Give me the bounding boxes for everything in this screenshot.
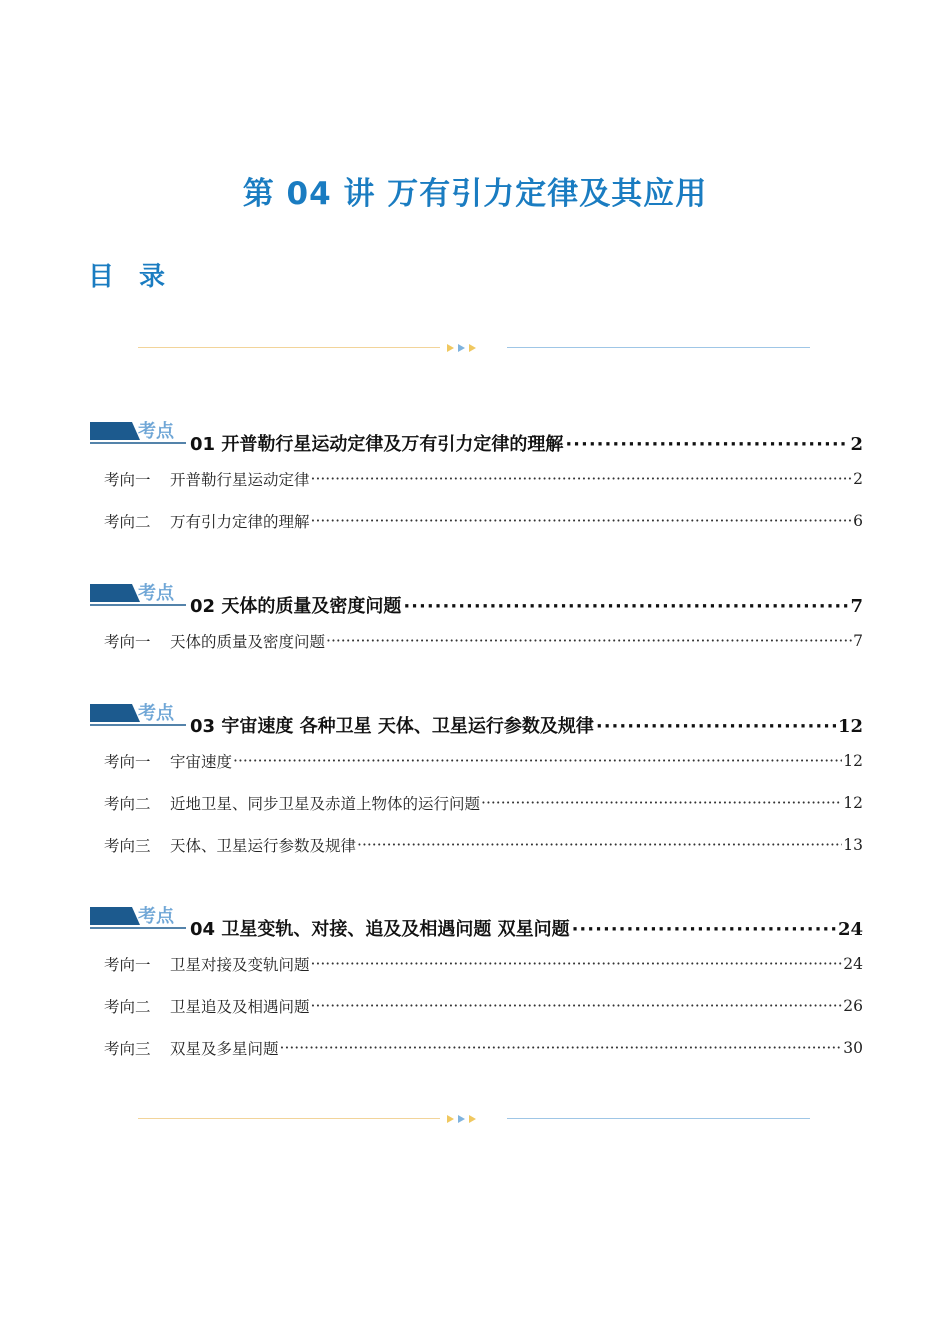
toc-section-3 — [90, 700, 863, 866]
section-link[interactable] — [190, 915, 863, 941]
kaodian-badge — [90, 580, 186, 610]
toc-entry[interactable]: 考向一 天体的质量及密度问题 ····· 7 — [104, 620, 863, 662]
section-label: 04 卫星变轨、对接、追及及相遇问题 双星问题 — [190, 919, 570, 940]
section-label: 03 宇宙速度 各种卫星 天体、卫星运行参数及规律 — [190, 716, 594, 737]
toc-entry[interactable]: 考向二 万有引力定律的理解 ····· 6 — [104, 500, 863, 542]
toc-entry[interactable]: 考向二 卫星追及及相遇问题 ····· 26 — [104, 985, 863, 1027]
top-divider — [138, 342, 810, 354]
section-link[interactable] — [190, 430, 863, 456]
kaodian-badge — [90, 903, 186, 933]
toc-section-1 — [90, 418, 863, 542]
badge-text: 考点 — [138, 421, 174, 442]
toc-entry[interactable]: 考向二 近地卫星、同步卫星及赤道上物体的运行问题 ····· 12 — [104, 782, 863, 824]
toc-entry[interactable]: 考向一 卫星对接及变轨问题 ····· 24 — [104, 943, 863, 985]
badge-text: 考点 — [138, 906, 174, 927]
toc-entry[interactable]: 考向三 双星及多星问题 ····· 30 — [104, 1027, 863, 1069]
section-page: 7 — [850, 596, 863, 617]
section-page: 24 — [837, 919, 863, 940]
toc-section-4 — [90, 903, 863, 1069]
page-title: 第 04 讲 万有引力定律及其应用 — [242, 176, 708, 212]
triple-arrow-icon — [445, 342, 485, 354]
toc-entry[interactable]: 考向三 天体、卫星运行参数及规律 ····· 13 — [104, 824, 863, 866]
section-link[interactable] — [190, 592, 863, 618]
section-page: 12 — [837, 716, 863, 737]
toc-entry[interactable]: 考向一 宇宙速度 ····· 12 — [104, 740, 863, 782]
badge-text: 考点 — [138, 583, 174, 604]
section-link[interactable] — [190, 712, 863, 738]
section-label: 02 天体的质量及密度问题 — [190, 596, 402, 617]
section-page: 2 — [850, 434, 863, 455]
bottom-divider — [138, 1113, 810, 1125]
kaodian-badge — [90, 418, 186, 448]
toc-heading: 目 录 — [88, 262, 174, 292]
toc-entry[interactable]: 考向一 开普勒行星运动定律 ····· 2 — [104, 458, 863, 500]
toc-section-2 — [90, 580, 863, 662]
section-label: 01 开普勒行星运动定律及万有引力定律的理解 — [190, 434, 564, 455]
kaodian-badge — [90, 700, 186, 730]
badge-text: 考点 — [138, 703, 174, 724]
triple-arrow-icon — [445, 1113, 485, 1125]
